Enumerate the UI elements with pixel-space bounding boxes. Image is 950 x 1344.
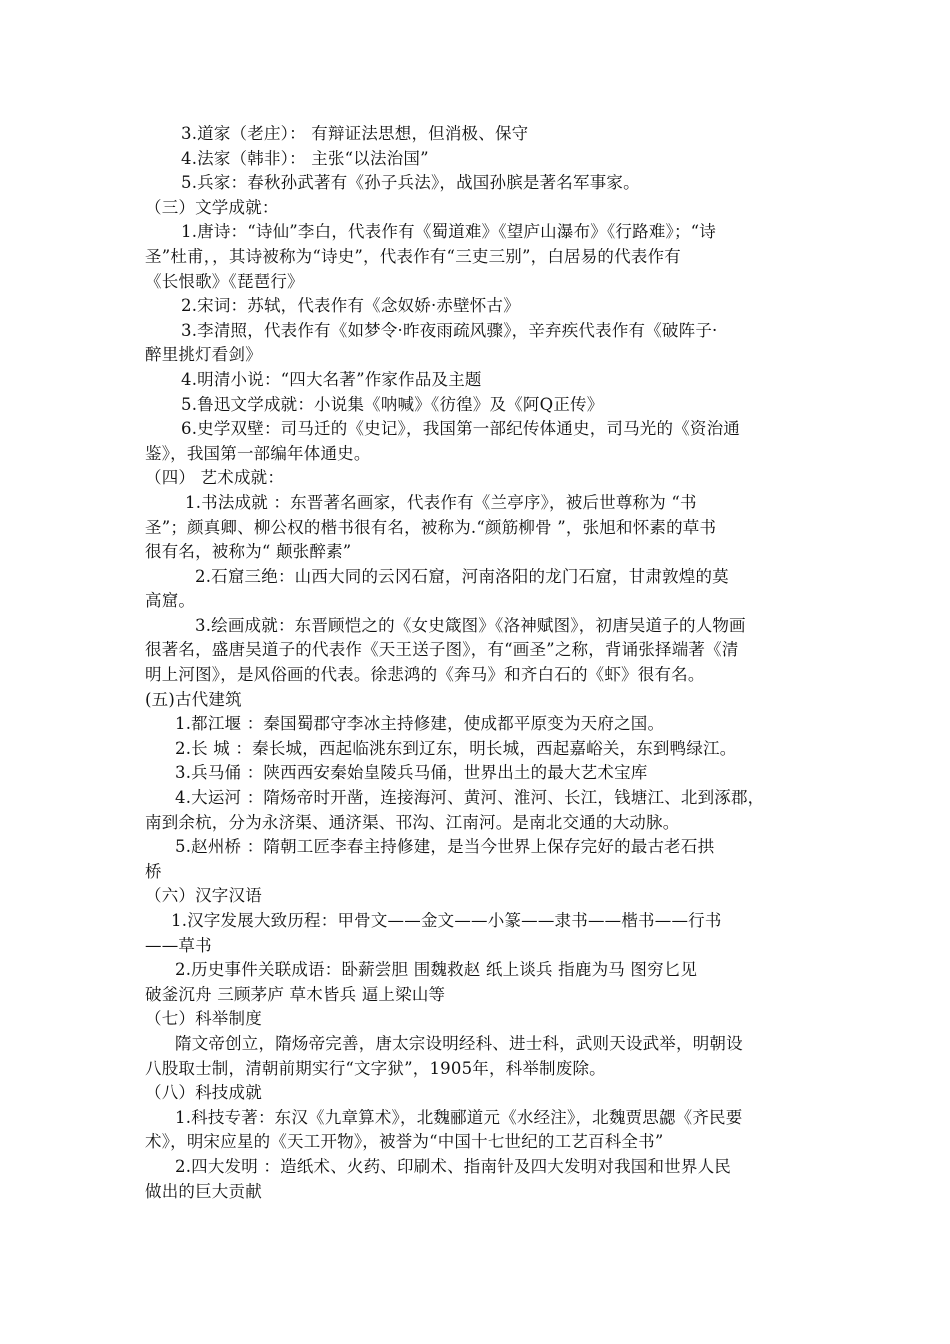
text-line: 6.史学双壁：司马迁的《史记》，我国第一部纪传体通史，司马光的《资治通 xyxy=(181,419,740,439)
text-line: 桥 xyxy=(145,861,162,881)
text-line: 圣”杜甫，，其诗被称为“诗史”，代表作有“三吏三别”，白居易的代表作有 xyxy=(145,246,681,266)
text-line: 4.明清小说：“四大名著”作家作品及主题 xyxy=(181,369,482,389)
text-line: 3.道家（老庄）： 有辩证法思想，但消极、保守 xyxy=(181,124,529,143)
text-line: 3.绘画成就：东晋顾恺之的《女史箴图》《洛神赋图》，初唐吴道子的人物画 xyxy=(195,615,746,635)
text-line: 5.兵家：春秋孙武著有《孙子兵法》，战国孙膑是著名军事家。 xyxy=(181,173,640,193)
text-line: 2.四大发明 ：造纸术、火药、印刷术、指南针及四大发明对我国和世界人民 xyxy=(175,1156,731,1176)
text-line: 做出的巨大贡献 xyxy=(145,1181,262,1201)
text-line: 5.赵州桥 ：隋朝工匠李春主持修建，是当今世界上保存完好的最古老石拱 xyxy=(175,837,715,857)
text-line: 破釜沉舟 三顾茅庐 草木皆兵 逼上梁山等 xyxy=(145,984,446,1004)
text-line: 2.石窟三绝：山西大同的云冈石窟，河南洛阳的龙门石窟，甘肃敦煌的莫 xyxy=(195,566,729,586)
text-line: 2.历史事件关联成语：卧薪尝胆 围魏救赵 纸上谈兵 指鹿为马 图穷匕见 xyxy=(175,960,698,980)
text-line: 鉴》，我国第一部编年体通史。 xyxy=(145,443,371,463)
text-line: 3.李清照，代表作有《如梦令·昨夜雨疏风骤》，辛弃疾代表作有《破阵子· xyxy=(181,320,718,340)
text-line: 2.宋词：苏轼，代表作有《念奴娇·赤壁怀古》 xyxy=(181,296,520,316)
text-line: 1.唐诗：“诗仙”李白，代表作有《蜀道难》《望庐山瀑布》《行路难》；“诗 xyxy=(181,222,716,242)
text-line: 圣”；颜真卿、柳公权的楷书很有名，被称为.“颜筋柳骨 ”，张旭和怀素的草书 xyxy=(145,517,717,537)
text-line: 1.都江堰 ：秦国蜀郡守李冰主持修建，使成都平原变为天府之国。 xyxy=(175,714,665,734)
text-line: （八）科技成就 xyxy=(145,1083,262,1103)
text-line: 术》，明宋应星的《天工开物》，被誉为“中国十七世纪的工艺百科全书” xyxy=(145,1132,664,1152)
text-line: 明上河图》，是风俗画的代表。徐悲鸿的《奔马》和齐白石的《虾》很有名。 xyxy=(145,665,705,685)
text-line: (五)古代建筑 xyxy=(145,689,242,709)
text-line: 1.汉字发展大致历程：甲骨文——金文——小篆——隶书——楷书——行书 xyxy=(171,911,722,930)
text-line: （六）汉字汉语 xyxy=(145,886,262,906)
text-line: （四） 艺术成就： xyxy=(145,468,285,488)
text-line: 《长恨歌》《琵琶行》 xyxy=(145,271,304,291)
text-line: 3.兵马俑 ：陕西西安秦始皇陵兵马俑，世界出土的最大艺术宝库 xyxy=(175,763,648,783)
text-line: （七）科举制度 xyxy=(145,1009,262,1029)
text-line: 5.鲁迅文学成就：小说集《呐喊》《彷徨》及《阿Q正传》 xyxy=(181,394,604,414)
text-line: 南到余杭，分为永济渠、通济渠、邗沟、江南河。是南北交通的大动脉。 xyxy=(145,812,680,832)
text-line: 八股取士制，清朝前期实行“文字狱”，1905年，科举制废除。 xyxy=(145,1058,606,1078)
text-line: 很著名，盛唐吴道子的代表作《天王送子图》，有“画圣”之称，背诵张择端著《清 xyxy=(145,640,739,660)
text-line: 高窟。 xyxy=(145,591,196,611)
document-body xyxy=(145,122,810,1204)
text-line: 很有名，被称为“ 颠张醉素” xyxy=(145,542,352,562)
text-line: 4.法家（韩非）： 主张“以法治国” xyxy=(181,148,429,168)
text-line: 1.科技专著：东汉《九章算术》，北魏郦道元《水经注》，北魏贾思勰《齐民要 xyxy=(175,1107,743,1127)
text-line: 1.书法成就 ：东晋著名画家，代表作有《兰亭序》，被后世尊称为 “书 xyxy=(185,492,697,512)
text-line: ——草书 xyxy=(145,935,212,955)
text-line: 2.长 城 ：秦长城，西起临洮东到辽东，明长城，西起嘉峪关，东到鸭绿江。 xyxy=(175,738,737,758)
text-line: 4.大运河 ：隋炀帝时开凿，连接海河、黄河、淮河、长江，钱塘江、北到涿郡， xyxy=(175,788,765,808)
text-line: 隋文帝创立，隋炀帝完善，唐太宗设明经科、进士科，武则天设武举，明朝设 xyxy=(175,1033,743,1053)
text-line: 醉里挑灯看剑》 xyxy=(145,345,262,365)
text-line: （三）文学成就： xyxy=(145,197,279,217)
